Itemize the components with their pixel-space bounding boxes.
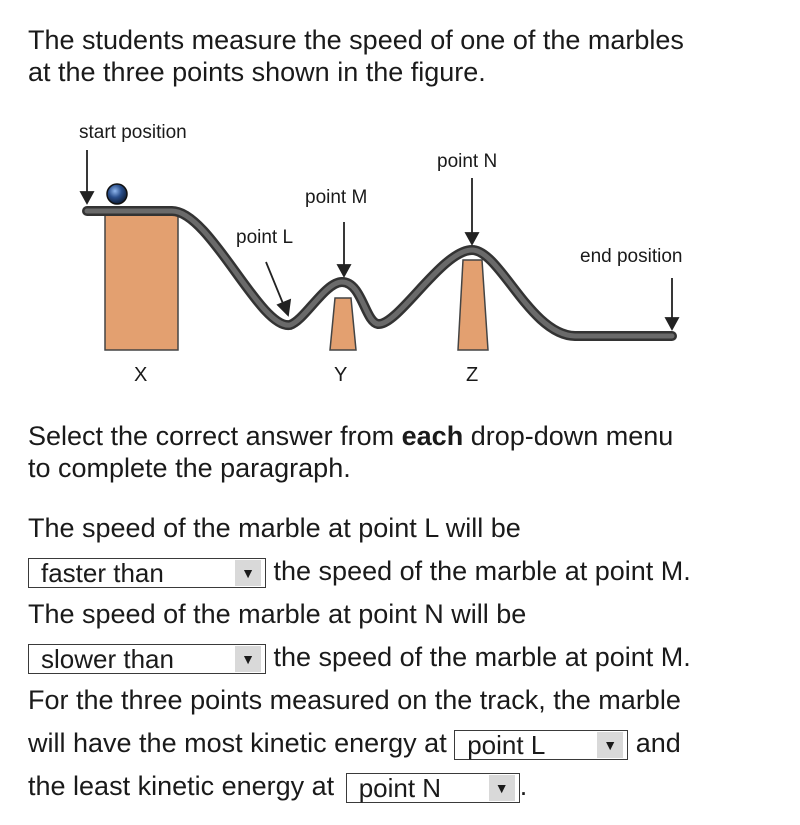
- marble-track-figure: [0, 110, 800, 400]
- most-ke-dropdown[interactable]: [454, 730, 628, 760]
- instructions-pre: Select the correct answer from: [28, 421, 402, 451]
- point-n-arrow-icon: [466, 233, 478, 244]
- point-m-arrow-icon: [338, 265, 350, 276]
- sentence-4-post: and: [635, 728, 681, 758]
- least-ke-dropdown[interactable]: [346, 773, 520, 803]
- sentence-1-line: [28, 554, 691, 588]
- label-start-position: start position: [79, 122, 187, 143]
- sentence-2-tail: the speed of the marble at point M.: [273, 642, 691, 672]
- sentence-2: The speed of the marble at point N will be: [28, 599, 527, 629]
- sentence-5-pre: the least kinetic energy at: [28, 771, 335, 801]
- label-point-n: point N: [437, 151, 498, 172]
- speed-l-dropdown[interactable]: [28, 558, 266, 588]
- instructions: [28, 420, 673, 484]
- instructions-line-1: [28, 420, 673, 452]
- speed-l-dropdown-value: faster than: [41, 557, 164, 588]
- point-l-arrow-icon: [278, 300, 290, 315]
- least-ke-dropdown-value: point N: [358, 772, 442, 803]
- marble: [107, 184, 127, 204]
- dropdown-arrow-icon: ▼: [489, 775, 515, 801]
- label-point-m: point M: [305, 187, 368, 208]
- dropdown-arrow-icon: ▼: [597, 732, 623, 758]
- label-point-l: point L: [236, 227, 294, 248]
- sentence-5-post: .: [519, 771, 528, 801]
- dropdown-arrow-icon: ▼: [235, 646, 261, 672]
- sentence-4-line: [28, 726, 681, 760]
- instructions-line-2: to complete the paragraph.: [28, 453, 351, 483]
- sentence-3: For the three points measured on the track, the marble: [28, 685, 681, 715]
- instructions-bold: each: [401, 421, 464, 451]
- most-ke-dropdown-value: point L: [467, 729, 546, 760]
- sentence-5-line: [28, 769, 527, 803]
- dropdown-arrow-icon: ▼: [235, 560, 261, 586]
- speed-n-dropdown-value: slower than: [41, 643, 174, 674]
- label-y: Y: [334, 364, 348, 386]
- instructions-post: drop-down menu: [463, 421, 674, 451]
- label-end-position: end position: [580, 246, 683, 267]
- support-z: [458, 260, 488, 350]
- intro-text: [28, 24, 684, 88]
- sentence-2-line: [28, 640, 691, 674]
- sentence-1: The speed of the marble at point L will be: [28, 513, 521, 543]
- sentence-4-pre: will have the most kinetic energy at: [28, 728, 447, 758]
- end-arrow-icon: [666, 318, 678, 329]
- label-x: X: [134, 364, 148, 386]
- intro-line-2: at the three points shown in the figure.: [28, 57, 486, 87]
- intro-line-1: The students measure the speed of one of the marbles: [28, 25, 684, 55]
- support-y: [330, 298, 356, 350]
- speed-n-dropdown[interactable]: [28, 644, 266, 674]
- sentence-1-tail: the speed of the marble at point M.: [273, 556, 691, 586]
- start-arrow-icon: [81, 192, 93, 203]
- label-z: Z: [466, 364, 479, 386]
- support-x: [105, 210, 178, 350]
